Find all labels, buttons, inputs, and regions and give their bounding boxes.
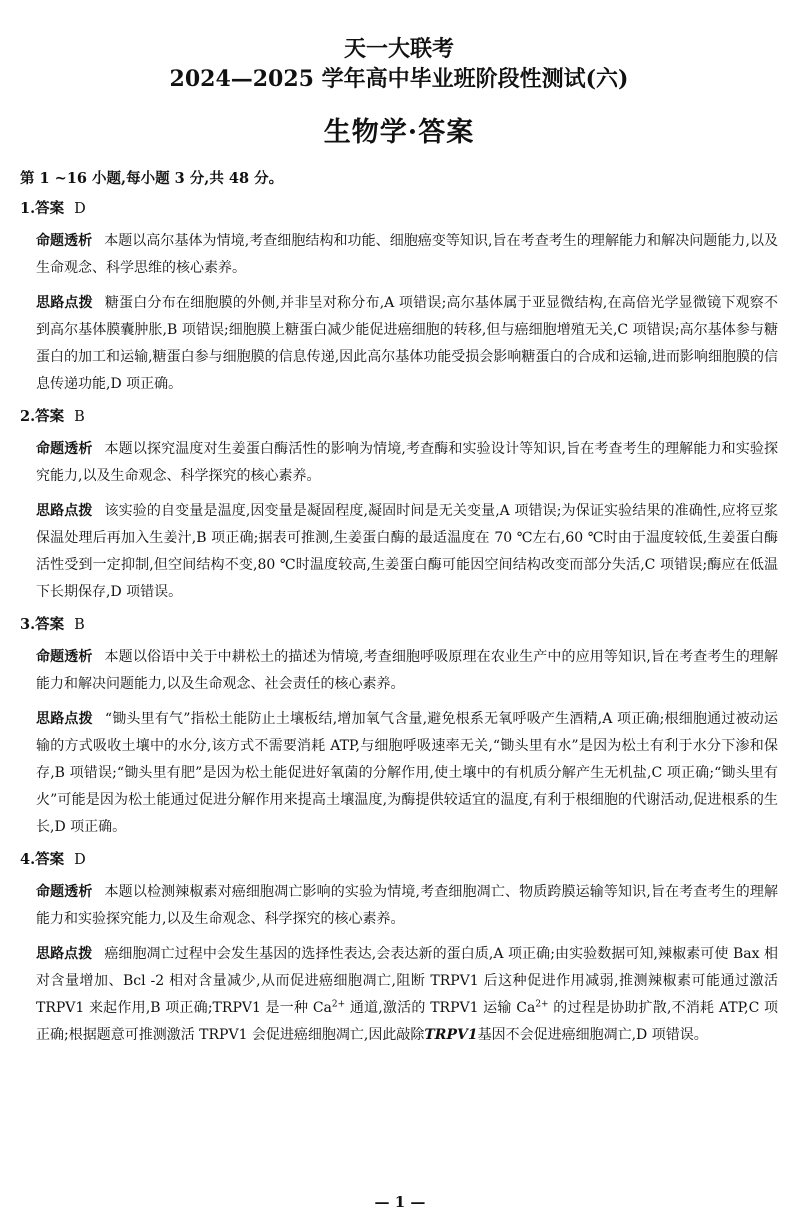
analysis-label: 命题透析 xyxy=(36,441,93,457)
analysis-label: 命题透析 xyxy=(36,649,93,665)
gene-name: TRPV1 xyxy=(424,1027,478,1043)
answer-label: 答案 xyxy=(35,408,65,425)
hint-text-part-4: 基因不会促进癌细胞凋亡,D 项错误。 xyxy=(477,1027,708,1043)
answer-label: 答案 xyxy=(35,851,65,868)
hint-label: 思路点拨 xyxy=(36,295,93,311)
superscript-charge: 2+ xyxy=(331,999,346,1010)
analysis-paragraph xyxy=(20,228,778,282)
hint-label: 思路点拨 xyxy=(36,503,93,519)
question-3 xyxy=(20,614,778,841)
question-4 xyxy=(20,849,778,1049)
analysis-text: 本题以检测辣椒素对癌细胞凋亡影响的实验为情境,考查细胞凋亡、物质跨膜运输等知识,旨在考查考生的理解能力和实验探究能力,以及生命观念、科学探究的核心素养。 xyxy=(36,884,778,927)
hint-paragraph xyxy=(20,290,778,398)
analysis-text: 本题以探究温度对生姜蛋白酶活性的影响为情境,考查酶和实验设计等知识,旨在考查考生的理解能力和实验探究能力,以及生命观念、科学探究的核心素养。 xyxy=(36,441,778,484)
hint-paragraph xyxy=(20,941,778,1049)
analysis-paragraph xyxy=(20,436,778,490)
hint-text-part-3: 的过程是协助扩散,不消耗 ATP,C 项正确;根据题意可推测激活 TRPV1 会促进癌细胞凋亡,因此敲除 xyxy=(36,1000,778,1043)
subject-title: 生物学·答案 xyxy=(323,117,475,148)
question-number: 4. xyxy=(20,851,36,868)
answer-page xyxy=(0,34,800,1219)
question-1 xyxy=(20,198,778,398)
analysis-text: 本题以俗语中关于中耕松土的描述为情境,考查细胞呼吸原理在农业生产中的应用等知识,旨在考查考生的理解能力和解决问题能力,以及生命观念、社会责任的核心素养。 xyxy=(36,649,778,692)
exam-title: 2024—2025 学年高中毕业班阶段性测试(六) xyxy=(169,66,629,92)
answer-label: 答案 xyxy=(35,616,65,633)
answer-label: 答案 xyxy=(35,200,65,217)
analysis-paragraph xyxy=(20,644,778,698)
section-intro: 第 1 ~16 小题,每小题 3 分,共 48 分。 xyxy=(20,170,284,187)
hint-text-part-1: 癌细胞凋亡过程中会发生基因的选择性表达,会表达新的蛋白质,A 项正确;由实验数据可知,辣椒素可使 Bax 相对含量增加、Bcl -2 相对含量减少,从而促进癌细胞凋亡,阻断 TRPV1 后这种促进作用减弱,推测辣椒素可能通过激活 TRPV1 来起作用,B 项正确;TRPV1 是一种 Ca xyxy=(36,946,779,1016)
analysis-label: 命题透析 xyxy=(36,884,93,900)
question-number: 2. xyxy=(20,408,36,425)
question-number: 1. xyxy=(20,200,36,217)
question-header xyxy=(20,406,778,428)
question-2 xyxy=(20,406,778,606)
superscript-charge: 2+ xyxy=(535,999,549,1010)
exam-org-title: 天一大联考 xyxy=(343,36,454,62)
answer-value: D xyxy=(74,201,86,217)
question-header xyxy=(20,198,778,220)
answer-value: D xyxy=(74,852,86,868)
page-number: — 1 — xyxy=(374,1193,426,1211)
hint-label: 思路点拨 xyxy=(36,946,93,962)
question-number: 3. xyxy=(20,616,36,633)
analysis-paragraph xyxy=(20,879,778,933)
hint-text: 该实验的自变量是温度,因变量是凝固程度,凝固时间是无关变量,A 项错误;为保证实验结果的准确性,应将豆浆保温处理后再加入生姜汁,B 项正确;据表可推测,生姜蛋白酶的最适温度在 70 ℃左右,60 ℃时由于温度较低,生姜蛋白酶活性受到一定抑制,但空间结构不变,80 ℃时温度较高,生姜蛋白酶可能因空间结构改变而部分失活,C 项错误;酶应在低温下长期保存,D 项错误。 xyxy=(36,503,779,600)
hint-paragraph xyxy=(20,498,778,606)
answer-value: B xyxy=(74,617,85,633)
question-header xyxy=(20,614,778,636)
hint-label: 思路点拨 xyxy=(36,711,93,727)
hint-text: “锄头里有气”指松土能防止土壤板结,增加氧气含量,避免根系无氧呼吸产生酒精,A 项正确;根细胞通过被动运输的方式吸收土壤中的水分,该方式不需要消耗 ATP,与细胞呼吸速率无关,“锄头里有水”是因为松土有利于水分下渗和保存,B 项错误;“锄头里有肥”是因为松土能促进好氧菌的分解作用,使土壤中的有机质分解产生无机盐,C 项正确;“锄头里有火”可能是因为松土能通过促进分解作用来提高土壤温度,为酶提供较适宜的温度,有利于根细胞的代谢活动,促进根系的生长,D 项正确。 xyxy=(36,711,778,835)
answer-value: B xyxy=(74,409,85,425)
hint-text-part-2: 通道,激活的 TRPV1 运输 Ca xyxy=(345,1000,536,1016)
analysis-label: 命题透析 xyxy=(36,233,93,249)
hint-text: 糖蛋白分布在细胞膜的外侧,并非呈对称分布,A 项错误;高尔基体属于亚显微结构,在高倍光学显微镜下观察不到高尔基体膜囊肿胀,B 项错误;细胞膜上糖蛋白减少能促进癌细胞的转移,但与癌细胞增殖无关,C 项错误;高尔基体参与糖蛋白的加工和运输,糖蛋白参与细胞膜的信息传递,因此高尔基体功能受损会影响糖蛋白的合成和运输,进而影响细胞膜的信息传递功能,D 项正确。 xyxy=(36,295,778,392)
question-header xyxy=(20,849,778,871)
analysis-text: 本题以高尔基体为情境,考查细胞结构和功能、细胞癌变等知识,旨在考查考生的理解能力和解决问题能力,以及生命观念、科学思维的核心素养。 xyxy=(36,233,778,276)
hint-paragraph xyxy=(20,706,778,841)
